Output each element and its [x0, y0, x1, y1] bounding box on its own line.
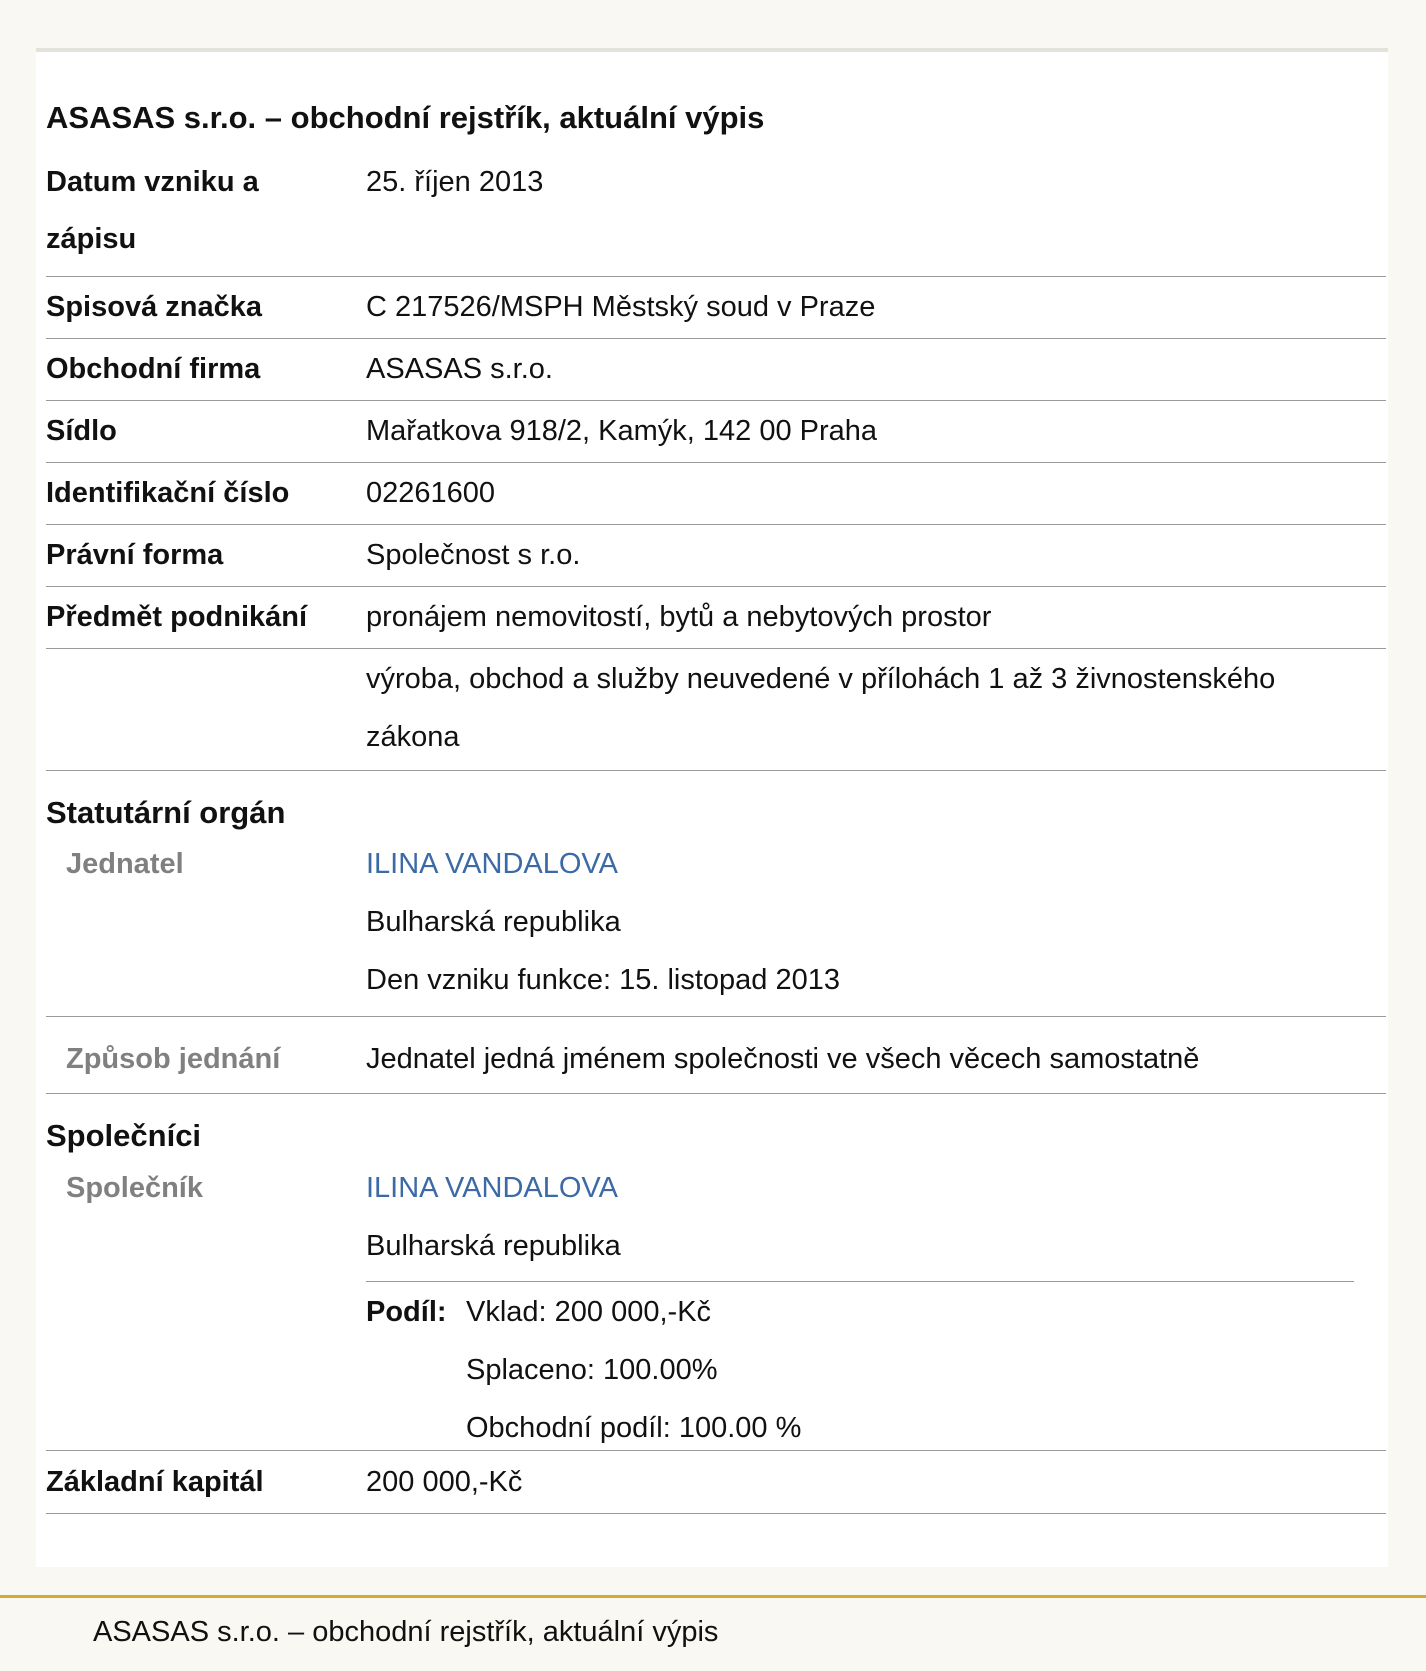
value-spisova-znacka: C 217526/MSPH Městský soud v Praze: [366, 291, 876, 323]
value-pravni-forma: Společnost s r.o.: [366, 539, 581, 571]
value-vklad: Vklad: 200 000,-Kč: [466, 1296, 712, 1328]
section-heading-spolecnici: Společníci: [46, 1118, 202, 1153]
row-predmet-podnikani: [46, 587, 1386, 649]
value-predmet-2b: zákona: [366, 721, 460, 753]
row-jednatel: [46, 834, 1386, 1017]
label-jednatel: Jednatel: [66, 848, 184, 880]
row-sidlo: [46, 401, 1386, 463]
value-splaceno: Splaceno: 100.00%: [466, 1354, 718, 1386]
label-podil: Podíl:: [366, 1296, 447, 1328]
value-jednatel-since: Den vzniku funkce: 15. listopad 2013: [366, 964, 840, 996]
link-jednatel-name[interactable]: ILINA VANDALOVA: [366, 848, 618, 880]
label-pravni-forma: Právní forma: [46, 539, 224, 571]
value-obchodni-firma: ASASAS s.r.o.: [366, 353, 553, 385]
value-zakladni-kapital: 200 000,-Kč: [366, 1466, 523, 1498]
label-zpusob-jednani: Způsob jednání: [66, 1043, 281, 1075]
row-pravni-forma: [46, 525, 1386, 587]
row-predmet-podnikani-2: [46, 649, 1386, 771]
value-predmet-1: pronájem nemovitostí, bytů a nebytových prostor: [366, 601, 992, 633]
value-sidlo: Mařatkova 918/2, Kamýk, 142 00 Praha: [366, 415, 878, 447]
row-zpusob-jednani: [46, 1018, 1386, 1094]
label-sidlo: Sídlo: [46, 415, 117, 447]
row-obchodni-firma: [46, 339, 1386, 401]
link-spolecnik-name[interactable]: ILINA VANDALOVA: [366, 1172, 618, 1204]
value-zpusob-jednani: Jednatel jedná jménem společnosti ve všech věcech samostatně: [366, 1043, 1200, 1075]
label-spisova-znacka: Spisová značka: [46, 291, 262, 323]
page-title: ASASAS s.r.o. – obchodní rejstřík, aktuální výpis: [46, 100, 765, 135]
row-datum-vzniku: [46, 152, 1386, 277]
label-zakladni-kapital: Základní kapitál: [46, 1466, 264, 1498]
label-identifikacni-cislo: Identifikační číslo: [46, 477, 290, 509]
footer-text: ASASAS s.r.o. – obchodní rejstřík, aktuální výpis: [93, 1616, 719, 1648]
value-jednatel-country: Bulharská republika: [366, 906, 621, 938]
label-datum-vzniku-1: Datum vzniku a: [46, 166, 259, 198]
value-identifikacni-cislo: 02261600: [366, 477, 496, 509]
row-spisova-znacka: [46, 277, 1386, 339]
value-datum-vzniku: 25. říjen 2013: [366, 166, 544, 198]
label-predmet-podnikani: Předmět podnikání: [46, 601, 308, 633]
label-spolecnik: Společník: [66, 1172, 203, 1204]
label-datum-vzniku-2: zápisu: [46, 223, 137, 255]
value-spolecnik-country: Bulharská republika: [366, 1230, 621, 1262]
value-predmet-2a: výroba, obchod a služby neuvedené v přílohách 1 až 3 živnostenského: [366, 663, 1276, 695]
row-spolecnik: [46, 1158, 1386, 1451]
register-card: [36, 48, 1388, 1567]
section-heading-statutarni-organ: Statutární orgán: [46, 795, 286, 830]
label-obchodni-firma: Obchodní firma: [46, 353, 261, 385]
page-footer: [0, 1595, 1426, 1671]
row-zakladni-kapital: [46, 1452, 1386, 1514]
row-identifikacni-cislo: [46, 463, 1386, 525]
value-obchodni-podil: Obchodní podíl: 100.00 %: [466, 1412, 802, 1444]
